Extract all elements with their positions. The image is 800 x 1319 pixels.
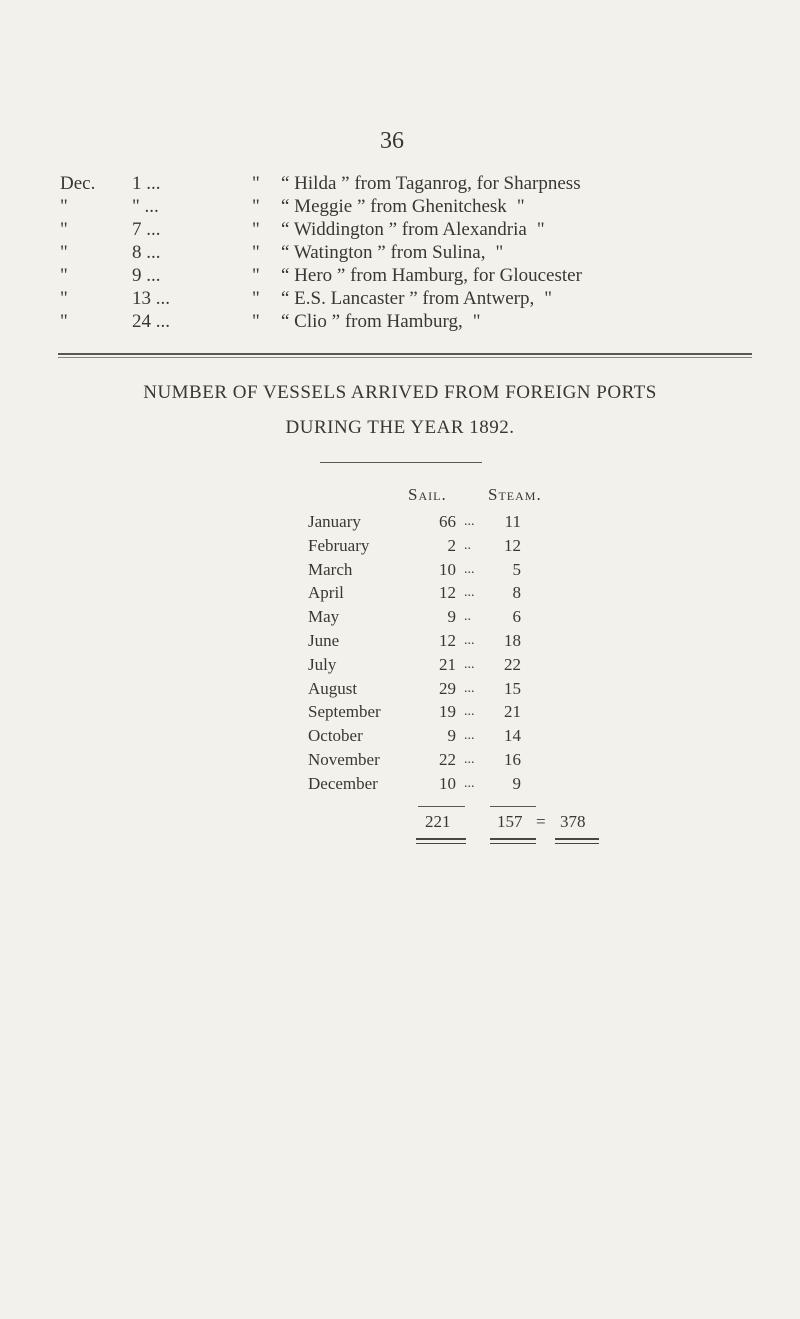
table-row	[308, 558, 608, 582]
table-row	[308, 748, 608, 772]
row-month: June	[308, 630, 340, 650]
row-sail: 2	[447, 535, 456, 555]
row-leader: ...	[464, 561, 475, 577]
vessels-table	[308, 510, 608, 796]
row-leader: ...	[464, 751, 475, 767]
row-leader: ...	[464, 728, 475, 744]
arrival-text	[281, 310, 480, 333]
double-rule-steam	[490, 838, 536, 844]
row-steam: 6	[512, 607, 521, 627]
table-row	[308, 677, 608, 701]
row-month: May	[308, 607, 340, 627]
row-month: February	[308, 535, 370, 555]
arrival-month: Dec.	[60, 173, 96, 194]
row-month: July	[308, 654, 337, 674]
row-steam: 16	[504, 749, 521, 769]
table-row	[308, 772, 608, 796]
row-leader: ..	[464, 609, 471, 625]
sum-rule-sail	[418, 806, 465, 807]
row-leader: ...	[464, 632, 475, 648]
row-steam: 11	[504, 512, 521, 531]
total-steam: 157	[497, 812, 523, 831]
row-month: October	[308, 726, 363, 746]
page-number: 36	[380, 128, 404, 154]
row-sail: 21	[439, 654, 456, 674]
row-month: September	[308, 702, 381, 722]
section-divider-thin	[58, 357, 752, 358]
arrival-month: "	[60, 219, 68, 240]
row-sail: 22	[439, 749, 456, 769]
total-sail: 221	[425, 812, 451, 831]
table-row	[308, 510, 608, 534]
table-row	[308, 534, 608, 558]
arrival-month: "	[60, 311, 68, 332]
arrival-day: 13 ...	[132, 288, 170, 309]
arrival-vessel: “ Hilda ” from Taganrog, for Sharpness	[281, 173, 581, 194]
arrival-day: 7 ...	[132, 219, 161, 240]
arrival-vessel: “ Clio ” from Hamburg,	[281, 311, 463, 332]
row-sail: 29	[439, 678, 456, 698]
arrival-text	[281, 241, 503, 264]
arrival-row	[60, 264, 780, 287]
double-rule-grand	[555, 838, 599, 844]
table-row	[308, 581, 608, 605]
table-row	[308, 629, 608, 653]
row-month: January	[308, 512, 361, 531]
row-steam: 8	[512, 583, 521, 603]
row-steam: 5	[512, 559, 521, 579]
arrival-row	[60, 310, 780, 333]
row-steam: 18	[504, 630, 521, 650]
row-steam: 9	[512, 773, 521, 793]
row-steam: 22	[504, 654, 521, 674]
row-steam: 15	[504, 678, 521, 698]
row-sail: 9	[447, 726, 456, 746]
row-leader: ...	[464, 656, 475, 672]
arrival-month: "	[60, 196, 68, 217]
arrival-ditto: "	[252, 288, 260, 309]
row-sail: 9	[447, 607, 456, 627]
arrival-month: "	[60, 242, 68, 263]
arrival-day: 9 ...	[132, 265, 161, 286]
arrival-vessel: “ Widdington ” from Alexandria	[281, 219, 527, 240]
heading-rule	[320, 462, 482, 463]
table-row	[308, 700, 608, 724]
column-header-sail: Sail.	[408, 485, 447, 504]
row-leader: ..	[464, 537, 471, 553]
section-divider	[58, 353, 752, 355]
column-header-steam: Steam.	[488, 485, 542, 504]
row-leader: ...	[464, 680, 475, 696]
arrival-text	[281, 264, 592, 287]
table-heading-line1: NUMBER OF VESSELS ARRIVED FROM FOREIGN PORTS	[143, 382, 657, 403]
table-heading-line2: DURING THE YEAR 1892.	[285, 417, 515, 438]
arrival-end-ditto: "	[516, 196, 525, 217]
row-sail: 12	[439, 630, 456, 650]
row-leader: ...	[464, 514, 475, 529]
row-sail: 19	[439, 702, 456, 722]
row-leader: ...	[464, 704, 475, 720]
row-steam: 21	[504, 702, 521, 722]
table-row	[308, 653, 608, 677]
equals-sign: =	[536, 812, 546, 831]
arrival-month: "	[60, 288, 68, 309]
row-leader: ...	[464, 585, 475, 601]
row-sail: 66	[439, 512, 456, 531]
arrival-vessel: “ E.S. Lancaster ” from Antwerp,	[281, 288, 535, 309]
row-steam: 14	[504, 726, 521, 746]
arrival-ditto: "	[252, 196, 260, 217]
sum-rule-steam	[490, 806, 536, 807]
grand-total: 378	[560, 812, 586, 831]
row-leader: ...	[464, 775, 475, 791]
arrival-vessel: “ Meggie ” from Ghenitchesk	[281, 196, 507, 217]
arrival-end-ditto: "	[472, 311, 481, 332]
arrival-end-ditto: "	[544, 288, 553, 309]
arrival-text	[281, 195, 525, 218]
arrival-day: 1 ...	[132, 173, 161, 194]
table-row	[308, 724, 608, 748]
arrival-row	[60, 172, 780, 195]
double-rule-sail	[416, 838, 466, 844]
row-month: December	[308, 773, 378, 793]
arrival-text	[281, 287, 552, 310]
arrival-ditto: "	[252, 265, 260, 286]
arrival-ditto: "	[252, 173, 260, 194]
arrival-day: 24 ...	[132, 311, 170, 332]
arrival-row	[60, 195, 780, 218]
row-month: August	[308, 678, 358, 698]
arrival-ditto: "	[252, 311, 260, 332]
arrival-row	[60, 287, 780, 310]
arrival-end-ditto: "	[536, 219, 545, 240]
row-sail: 10	[439, 559, 456, 579]
row-sail: 12	[439, 583, 456, 603]
arrival-vessel: “ Hero ” from Hamburg, for Gloucester	[281, 265, 582, 286]
arrival-day: 8 ...	[132, 242, 161, 263]
row-steam: 12	[504, 535, 521, 555]
arrival-day: " ...	[132, 196, 159, 217]
row-sail: 10	[439, 773, 456, 793]
arrival-ditto: "	[252, 219, 260, 240]
arrival-row	[60, 241, 780, 264]
arrival-row	[60, 218, 780, 241]
arrival-ditto: "	[252, 242, 260, 263]
arrival-vessel: “ Watington ” from Sulina,	[281, 242, 486, 263]
row-month: April	[308, 583, 344, 603]
arrival-end-ditto: "	[495, 242, 504, 263]
arrivals-list	[60, 172, 780, 333]
arrival-text	[281, 218, 545, 241]
row-month: November	[308, 749, 380, 769]
arrival-month: "	[60, 265, 68, 286]
arrival-text	[281, 172, 591, 195]
row-month: March	[308, 559, 353, 579]
table-row	[308, 605, 608, 629]
